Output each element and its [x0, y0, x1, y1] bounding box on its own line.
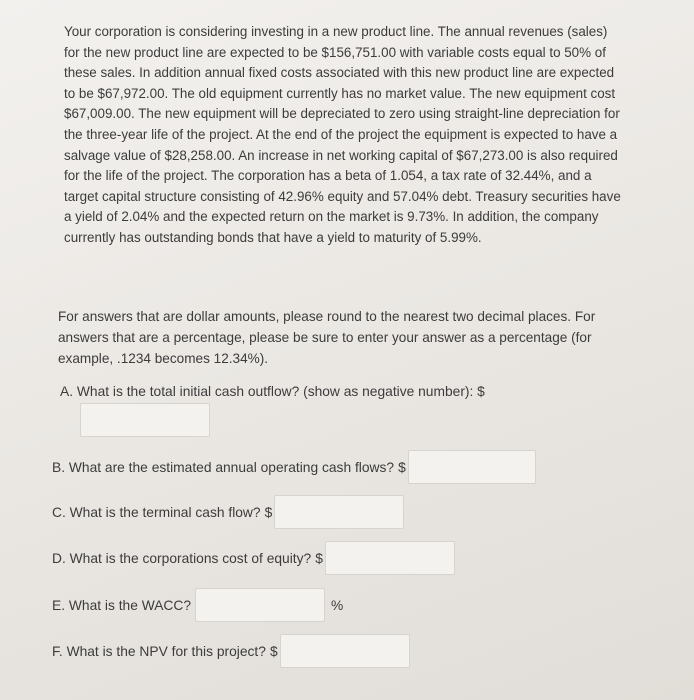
question-b — [52, 450, 536, 484]
problem-text: Your corporation is considering investing in a new product line. The annual revenues (sales) for the new product line are expected to be $156,751.00 with variable costs equal to 50% of these sales. In addition annual fixed costs associated with this new product line are expected to be $67,972.00. The old equipment currently has no market value. The new equipment cost $67,009.00. The new equipment will be depreciated to zero using straight-line depreciation for the three-year life of the project. At the end of the project the equipment is expected to have a salvage value of $28,258.00. An increase in net working capital of $67,273.00 is also required for the life of the project. The corporation has a beta of 1.054, a tax rate of 32.44%, and a target capital structure consisting of 42.96% equity and 57.04% debt. Treasury securities have a yield of 2.04% and the expected return on the market is 9.73%. In addition, the company currently has outstanding bonds that have a yield to maturity of 5.99%. — [64, 24, 621, 245]
answer-f-input[interactable] — [280, 634, 410, 668]
answer-b-input[interactable] — [408, 450, 536, 484]
question-b-dollar-sign: $ — [398, 459, 406, 475]
problem-statement — [64, 22, 624, 249]
question-e — [52, 588, 345, 622]
question-d-label: D. What is the corporations cost of equity? — [52, 550, 312, 566]
answer-c-input[interactable] — [274, 495, 404, 529]
answer-instructions — [58, 306, 630, 369]
question-f-label: F. What is the NPV for this project? — [52, 643, 266, 659]
question-e-percent-sign: % — [331, 597, 344, 613]
question-c — [52, 495, 404, 529]
answer-e-input[interactable] — [195, 588, 325, 622]
question-c-dollar-sign: $ — [264, 504, 273, 520]
question-e-label: E. What is the WACC? — [52, 597, 192, 613]
question-a — [60, 384, 485, 399]
instructions-text: For answers that are dollar amounts, please round to the nearest two decimal places. For answers that are a percentage, please be sure to enter your answer as a percentage (for example, .1234 becomes 12.34%). — [58, 309, 596, 366]
answer-d-input[interactable] — [325, 541, 455, 575]
answer-a-input[interactable] — [80, 403, 210, 437]
question-b-label: B. What are the estimated annual operating cash flows? — [52, 459, 395, 475]
question-d — [52, 541, 455, 575]
question-f-dollar-sign: $ — [269, 643, 278, 659]
question-a-label: A. What is the total initial cash outflow? (show as negative number): $ — [60, 384, 485, 399]
question-c-label: C. What is the terminal cash flow? — [52, 504, 261, 520]
question-d-dollar-sign: $ — [315, 550, 323, 566]
question-f — [52, 634, 410, 668]
